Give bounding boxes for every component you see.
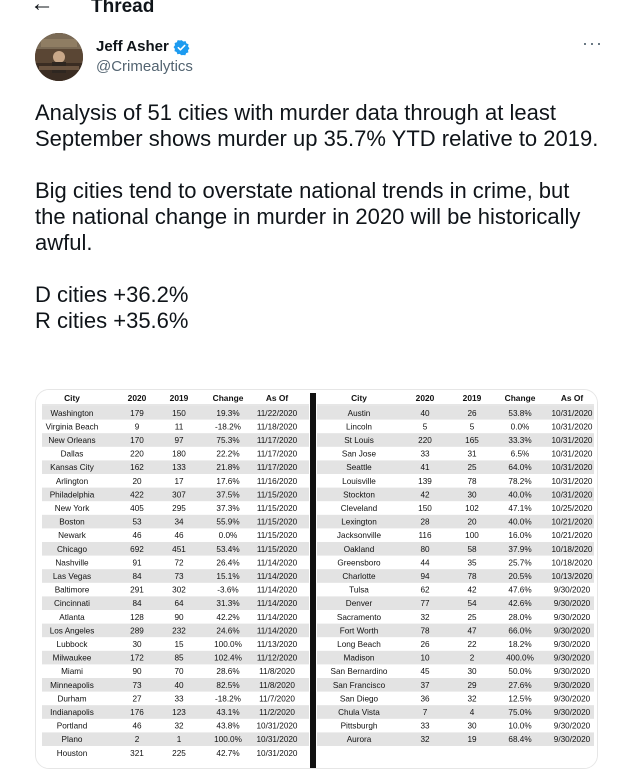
table-cell: 11/22/2020 [256, 408, 298, 418]
table-cell: 26 [420, 639, 430, 649]
table-cell: 116 [418, 531, 432, 541]
table-cell: 11/17/2020 [256, 449, 298, 459]
table-cell: 32 [420, 735, 430, 745]
paragraph-gap [35, 256, 605, 282]
table-cell: 11 [174, 422, 184, 432]
table-cell: Charlotte [342, 571, 376, 581]
table-cell: 405 [130, 503, 144, 513]
table-cell: 10/31/2020 [256, 721, 298, 731]
table-cell: 43.1% [216, 707, 240, 717]
table-cell: 37.3% [216, 503, 240, 513]
table-cell: 11/15/2020 [256, 531, 298, 541]
table-cell: 11/2/2020 [259, 707, 295, 717]
tweet-media-image[interactable] [35, 389, 598, 769]
table-cell: Minneapolis [50, 680, 94, 690]
table-cell: 85 [174, 653, 184, 663]
table-cell: 15.1% [216, 571, 240, 581]
table-cell: Houston [56, 748, 88, 758]
table-cell: 25 [467, 463, 477, 473]
table-cell: -18.2% [215, 694, 241, 704]
table-cell: Atlanta [59, 612, 85, 622]
table-cell: 11/18/2020 [256, 422, 298, 432]
table-cell: 225 [172, 748, 186, 758]
table-cell: 9/30/2020 [553, 667, 591, 677]
table-cell: 11/13/2020 [256, 639, 298, 649]
table-cell: 66.0% [508, 626, 532, 636]
verified-badge-icon [173, 39, 190, 56]
table-cell: 128 [130, 612, 144, 622]
table-cell: Seattle [346, 463, 372, 473]
table-cell: Sacramento [336, 612, 382, 622]
table-cell: Baltimore [54, 585, 90, 595]
table-cell: 20 [467, 517, 477, 527]
table-cell: Virginia Beach [45, 422, 99, 432]
table-cell: 50.0% [508, 667, 532, 677]
table-cell: -3.6% [217, 585, 239, 595]
table-cell: 58 [467, 544, 477, 554]
murder-table [36, 390, 598, 769]
table-cell: Jacksonville [336, 531, 382, 541]
table-cell: 77 [420, 599, 430, 609]
table-cell: Chula Vista [338, 707, 380, 717]
table-cell: 9/30/2020 [553, 626, 591, 636]
table-cell: 53 [132, 517, 142, 527]
tweet-paragraph: Big cities tend to overstate national trends in crime, but the national change in murder in 2020 will be historically awful. [35, 178, 581, 255]
table-cell: 73 [132, 680, 142, 690]
table-cell: 232 [172, 626, 186, 636]
table-cell: 64 [174, 599, 184, 609]
table-cell: 28.6% [216, 667, 240, 677]
table-cell: Plano [61, 735, 83, 745]
header-title: Thread [91, 0, 155, 17]
table-cell: 27.6% [508, 680, 532, 690]
column-header: As Of [560, 393, 584, 403]
table-cell: 31 [467, 449, 477, 459]
table-cell: 46 [132, 531, 142, 541]
table-cell: 9/30/2020 [553, 612, 591, 622]
table-cell: 10/13/2020 [551, 571, 593, 581]
table-cell: 10.0% [508, 721, 532, 731]
table-cell: 295 [172, 503, 186, 513]
table-cell: 9/30/2020 [553, 694, 591, 704]
table-cell: Las Vegas [52, 571, 92, 581]
table-cell: 10/31/2020 [551, 476, 593, 486]
table-cell: 47 [467, 626, 477, 636]
table-cell: 102 [465, 503, 479, 513]
tweet-stat-d: D cities +36.2% [35, 282, 189, 307]
table-cell: 133 [172, 463, 186, 473]
table-cell: 22 [467, 639, 477, 649]
thread-header [0, 0, 625, 22]
author-handle[interactable]: @Crimealytics [96, 58, 193, 75]
table-cell: 12.5% [508, 694, 532, 704]
table-cell: Tulsa [349, 585, 369, 595]
table-cell: 46 [132, 721, 142, 731]
table-cell: 9/30/2020 [553, 639, 591, 649]
table-cell: 7 [422, 707, 428, 717]
table-cell: 33 [174, 694, 184, 704]
table-cell: 22.2% [216, 449, 240, 459]
table-cell: San Jose [341, 449, 377, 459]
table-cell: Austin [347, 408, 371, 418]
table-cell: 11/8/2020 [259, 680, 295, 690]
table-cell: 84 [132, 571, 142, 581]
table-cell: 9/30/2020 [553, 585, 591, 595]
table-cell: 47.1% [508, 503, 532, 513]
table-cell: 302 [172, 585, 186, 595]
table-cell: 78 [467, 476, 477, 486]
table-cell: Stockton [343, 490, 375, 500]
table-cell: Fort Worth [339, 626, 379, 636]
table-cell: 10/18/2020 [551, 558, 593, 568]
tweet-text [35, 100, 605, 334]
table-cell: 31.3% [216, 599, 240, 609]
column-header: 2019 [462, 393, 482, 403]
table-cell: 36 [420, 694, 430, 704]
table-cell: 40.0% [508, 490, 532, 500]
table-cell: 10/31/2020 [551, 449, 593, 459]
table-cell: 29 [467, 680, 477, 690]
column-header: As Of [265, 393, 289, 403]
table-cell: 78 [467, 571, 477, 581]
table-cell: 62 [420, 585, 430, 595]
table-cell: 26 [467, 408, 477, 418]
table-cell: 11/7/2020 [259, 694, 295, 704]
table-cell: 37.9% [508, 544, 532, 554]
table-cell: 43.8% [216, 721, 240, 731]
table-cell: 78.2% [508, 476, 532, 486]
table-divider [310, 393, 316, 768]
table-cell: 150 [418, 503, 432, 513]
table-cell: 9/30/2020 [553, 680, 591, 690]
table-cell: 220 [130, 449, 144, 459]
table-cell: 10/31/2020 [256, 748, 298, 758]
table-cell: 18.2% [508, 639, 532, 649]
table-cell: 172 [130, 653, 144, 663]
table-cell: 291 [130, 585, 144, 595]
table-cell: 78 [420, 626, 430, 636]
table-cell: 75.0% [508, 707, 532, 717]
table-cell: 41 [420, 463, 430, 473]
table-cell: 1 [176, 735, 182, 745]
column-header: 2019 [169, 393, 189, 403]
table-cell: Cincinnati [54, 599, 90, 609]
table-cell: 10 [420, 653, 430, 663]
table-cell: 68.4% [508, 735, 532, 745]
table-cell: Newark [58, 531, 86, 541]
table-cell: 9/30/2020 [553, 653, 591, 663]
table-cell: 150 [172, 408, 186, 418]
table-cell: 9/30/2020 [553, 721, 591, 731]
table-cell: 11/14/2020 [256, 585, 298, 595]
table-cell: Louisville [342, 476, 376, 486]
table-cell: 33.3% [508, 435, 532, 445]
table-cell: 10/18/2020 [551, 544, 593, 554]
table-cell: 20.5% [508, 571, 532, 581]
table-cell: Denver [345, 599, 373, 609]
table-cell: 9 [134, 422, 140, 432]
more-options-icon[interactable]: ··· [582, 33, 603, 53]
table-cell: 37 [420, 680, 430, 690]
table-cell: 10/31/2020 [551, 435, 593, 445]
table-cell: 40.0% [508, 517, 532, 527]
table-cell: 32 [420, 612, 430, 622]
table-cell: 34 [174, 517, 184, 527]
table-cell: Kansas City [50, 463, 94, 473]
column-header: City [351, 393, 367, 403]
table-cell: 33 [420, 449, 430, 459]
table-cell: 53.8% [508, 408, 532, 418]
table-cell: 19.3% [216, 408, 240, 418]
table-cell: 11/15/2020 [256, 544, 298, 554]
table-cell: 42.6% [508, 599, 532, 609]
table-cell: 180 [172, 449, 186, 459]
table-cell: 321 [130, 748, 144, 758]
table-cell: 17 [174, 476, 184, 486]
table-cell: 42.7% [216, 748, 240, 758]
table-cell: Pittsburgh [340, 721, 378, 731]
table-cell: 11/15/2020 [256, 490, 298, 500]
table-cell: 54 [467, 599, 477, 609]
table-cell: 33 [420, 721, 430, 731]
table-cell: 11/15/2020 [256, 503, 298, 513]
table-cell: 24.6% [216, 626, 240, 636]
table-cell: 30 [467, 490, 477, 500]
table-cell: 30 [132, 639, 142, 649]
table-cell: 30 [467, 667, 477, 677]
table-cell: 28 [420, 517, 430, 527]
table-cell: 40 [174, 680, 184, 690]
table-cell: -18.2% [215, 422, 241, 432]
table-cell: 162 [130, 463, 144, 473]
table-cell: 42 [467, 585, 477, 595]
table-cell: Lubbock [56, 639, 88, 649]
tweet-stat-r: R cities +35.6% [35, 308, 189, 333]
table-cell: Madison [343, 653, 375, 663]
table-cell: 5 [469, 422, 475, 432]
table-cell: 11/17/2020 [256, 435, 298, 445]
table-cell: 9/30/2020 [553, 735, 591, 745]
table-cell: 11/14/2020 [256, 558, 298, 568]
table-cell: 2 [134, 735, 140, 745]
table-cell: New Orleans [48, 435, 96, 445]
table-cell: 32 [174, 721, 184, 731]
table-cell: 40 [420, 408, 430, 418]
table-cell: 11/12/2020 [256, 653, 298, 663]
table-cell: 179 [130, 408, 144, 418]
table-cell: 10/31/2020 [256, 735, 298, 745]
table-cell: 100 [465, 531, 479, 541]
table-cell: San Bernardino [330, 667, 388, 677]
table-cell: Lincoln [346, 422, 372, 432]
table-cell: 75.3% [216, 435, 240, 445]
table-cell: 25.7% [508, 558, 532, 568]
table-cell: 11/17/2020 [256, 463, 298, 473]
arrow-left-icon[interactable]: ← [30, 0, 54, 17]
table-cell: 82.5% [216, 680, 240, 690]
table-cell: 42.2% [216, 612, 240, 622]
table-cell: 15 [174, 639, 184, 649]
table-cell: 21.8% [216, 463, 240, 473]
table-cell: 11/16/2020 [256, 476, 298, 486]
table-cell: 100.0% [214, 639, 242, 649]
table-cell: 11/14/2020 [256, 571, 298, 581]
table-cell: 37.5% [216, 490, 240, 500]
column-header: 2020 [127, 393, 147, 403]
table-cell: 400.0% [506, 653, 534, 663]
table-cell: Portland [56, 721, 88, 731]
paragraph-gap [35, 152, 605, 178]
table-cell: Milwaukee [52, 653, 92, 663]
table-cell: Greensboro [337, 558, 381, 568]
table-cell: 46 [174, 531, 184, 541]
table-cell: 307 [172, 490, 186, 500]
table-cell: 32 [467, 694, 477, 704]
table-cell: 70 [174, 667, 184, 677]
table-cell: Long Beach [337, 639, 381, 649]
table-cell: 47.6% [508, 585, 532, 595]
table-cell: 44 [420, 558, 430, 568]
table-cell: 139 [418, 476, 432, 486]
table-cell: 170 [130, 435, 144, 445]
table-cell: 11/14/2020 [256, 626, 298, 636]
table-cell: Boston [59, 517, 85, 527]
table-cell: 53.4% [216, 544, 240, 554]
table-cell: 27 [132, 694, 142, 704]
table-cell: Philadelphia [49, 490, 95, 500]
table-cell: Cleveland [340, 503, 378, 513]
column-header: Change [212, 393, 244, 403]
table-cell: 28.0% [508, 612, 532, 622]
table-cell: Lexington [341, 517, 377, 527]
table-cell: 9/30/2020 [553, 707, 591, 717]
table-cell: 26.4% [216, 558, 240, 568]
table-cell: San Francisco [332, 680, 386, 690]
table-cell: New York [54, 503, 90, 513]
table-cell: 6.5% [510, 449, 530, 459]
table-cell: St Louis [344, 435, 374, 445]
table-cell: 2 [469, 653, 475, 663]
table-cell: 64.0% [508, 463, 532, 473]
table-cell: 102.4% [214, 653, 242, 663]
table-cell: 289 [130, 626, 144, 636]
avatar[interactable] [35, 33, 83, 81]
column-header: City [64, 393, 80, 403]
table-cell: 123 [172, 707, 186, 717]
table-cell: 220 [418, 435, 432, 445]
table-cell: 692 [130, 544, 144, 554]
table-cell: 9/30/2020 [553, 599, 591, 609]
table-cell: 11/15/2020 [256, 517, 298, 527]
table-cell: Durham [57, 694, 87, 704]
table-cell: San Diego [339, 694, 379, 704]
table-cell: 10/21/2020 [551, 531, 593, 541]
table-cell: Aurora [346, 735, 372, 745]
table-cell: 35 [467, 558, 477, 568]
table-cell: 45 [420, 667, 430, 677]
table-cell: 17.6% [216, 476, 240, 486]
table-cell: 30 [467, 721, 477, 731]
table-cell: 84 [132, 599, 142, 609]
table-cell: 25 [467, 612, 477, 622]
table-cell: Indianapolis [50, 707, 94, 717]
table-cell: 42 [420, 490, 430, 500]
table-cell: 10/21/2020 [551, 517, 593, 527]
table-cell: Arlington [55, 476, 89, 486]
table-cell: 72 [174, 558, 184, 568]
table-cell: 10/31/2020 [551, 422, 593, 432]
tweet-paragraph: Analysis of 51 cities with murder data through at least September shows murder up 35.7% YTD relative to 2019. [35, 100, 599, 151]
table-cell: 10/31/2020 [551, 463, 593, 473]
table-cell: 91 [132, 558, 142, 568]
table-cell: 55.9% [216, 517, 240, 527]
table-cell: Chicago [56, 544, 88, 554]
table-cell: 0.0% [510, 422, 530, 432]
table-cell: 422 [130, 490, 144, 500]
column-header: Change [504, 393, 536, 403]
table-cell: Miami [61, 667, 83, 677]
table-cell: 19 [467, 735, 477, 745]
author-name-text: Jeff Asher [96, 38, 169, 55]
table-cell: 11/14/2020 [256, 612, 298, 622]
table-cell: 20 [132, 476, 142, 486]
table-cell: 94 [420, 571, 430, 581]
table-cell: 80 [420, 544, 430, 554]
table-cell: Washington [50, 408, 94, 418]
table-cell: 90 [132, 667, 142, 677]
table-cell: 100.0% [214, 735, 242, 745]
table-cell: 0.0% [218, 531, 238, 541]
table-cell: 10/31/2020 [551, 490, 593, 500]
table-cell: Oakland [343, 544, 375, 554]
table-cell: 10/25/2020 [551, 503, 593, 513]
author-name[interactable] [96, 38, 190, 56]
table-cell: 10/31/2020 [551, 408, 593, 418]
table-cell: 11/14/2020 [256, 599, 298, 609]
table-cell: Nashville [55, 558, 89, 568]
table-cell: Dallas [60, 449, 84, 459]
table-cell: 73 [174, 571, 184, 581]
table-cell: 176 [130, 707, 144, 717]
table-cell: 4 [469, 707, 475, 717]
table-cell: 165 [465, 435, 479, 445]
table-cell: 90 [174, 612, 184, 622]
column-header: 2020 [415, 393, 435, 403]
table-cell: 5 [422, 422, 428, 432]
table-cell: Los Angeles [49, 626, 95, 636]
table-cell: 97 [174, 435, 184, 445]
table-cell: 16.0% [508, 531, 532, 541]
table-cell: 11/8/2020 [259, 667, 295, 677]
table-cell: 451 [172, 544, 186, 554]
